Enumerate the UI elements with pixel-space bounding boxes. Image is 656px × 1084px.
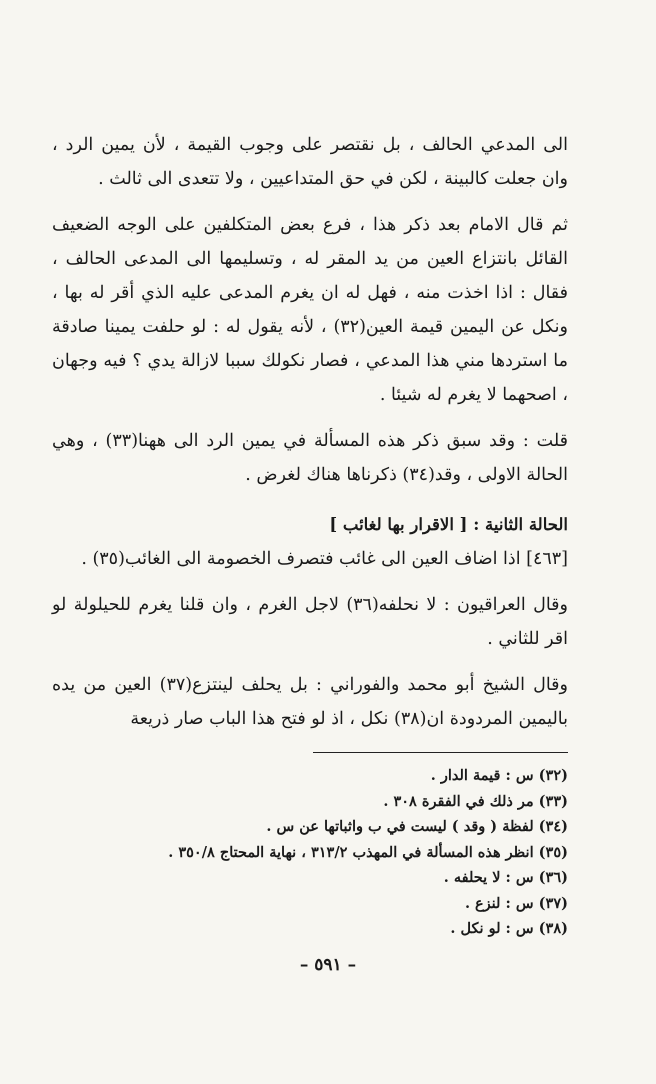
footnote: (٣٢) س : قيمة الدار . — [430, 767, 568, 784]
footnote-divider — [313, 752, 568, 753]
paragraph: وقال الشيخ أبو محمد والفوراني : بل يحلف لينتزع(٣٧) العين من يده باليمين المردودة ان(٣٨) نكل ، اذ لو فتح هذا الباب صار ذريعة — [52, 675, 568, 729]
page-body — [52, 128, 568, 942]
footnote: (٣٦) س : لا يحلفه . — [443, 869, 568, 886]
paragraph: قلت : وقد سبق ذكر هذه المسألة في يمين الرد الى ههنا(٣٣) ، وهي الحالة الاولى ، وقد(٣٤) ذكرناها هناك لغرض . — [52, 431, 568, 485]
footnote: (٣٧) س : لنزع . — [464, 894, 568, 912]
footnote: (٣٤) لفظة ( وقد ) ليست في ب واثباتها عن س . — [266, 818, 568, 835]
footnote: (٣٨) س : لو نكل . — [450, 920, 568, 937]
footnote: (٣٣) مر ذلك في الفقرة ٣٠٨ . — [383, 792, 568, 810]
section-heading: الحالة الثانية : [ الاقرار بها لغائب ] — [329, 515, 568, 534]
page-number: – ٥٩١ – — [299, 955, 357, 975]
paragraph: وقال العراقيون : لا نحلفه(٣٦) لاجل الغرم ، وان قلنا يغرم للحيلولة لو اقر للثاني . — [52, 595, 568, 649]
footnote: (٣٥) انظر هذه المسألة في المهذب ٣١٣/٢ ، نهاية المحتاج ٣٥٠/٨ . — [168, 843, 568, 861]
paragraph: الى المدعي الحالف ، بل نقتصر على وجوب القيمة ، لأن يمين الرد ، وان جعلت كالبينة ، لكن في حق المتداعيين ، ولا تتعدى الى ثالث . — [52, 135, 568, 189]
paragraph: [٤٦٣] اذا اضاف العين الى غائب فتصرف الخصومة الى الغائب(٣٥) . — [81, 549, 568, 569]
paragraph: ثم قال الامام بعد ذكر هذا ، فرع بعض المتكلفين على الوجه الضعيف القائل بانتزاع العين من يد المقر له ، وتسليمها الى المدعى الحالف ، فقال : اذا اخذت منه ، فهل له ان يغرم المدعى عليه الذي أقر له بها ، ونكل عن اليمين قيمة العين(٣٢) ، لأنه يقول له : لو حلفت يمينا صادقة ما استردها مني هذا المدعي ، فصار نكولك سببا لازالة يدي ؟ فيه وجهان ، اصحهما لا يغرم له شيئا . — [52, 215, 568, 405]
footnotes — [52, 763, 568, 942]
